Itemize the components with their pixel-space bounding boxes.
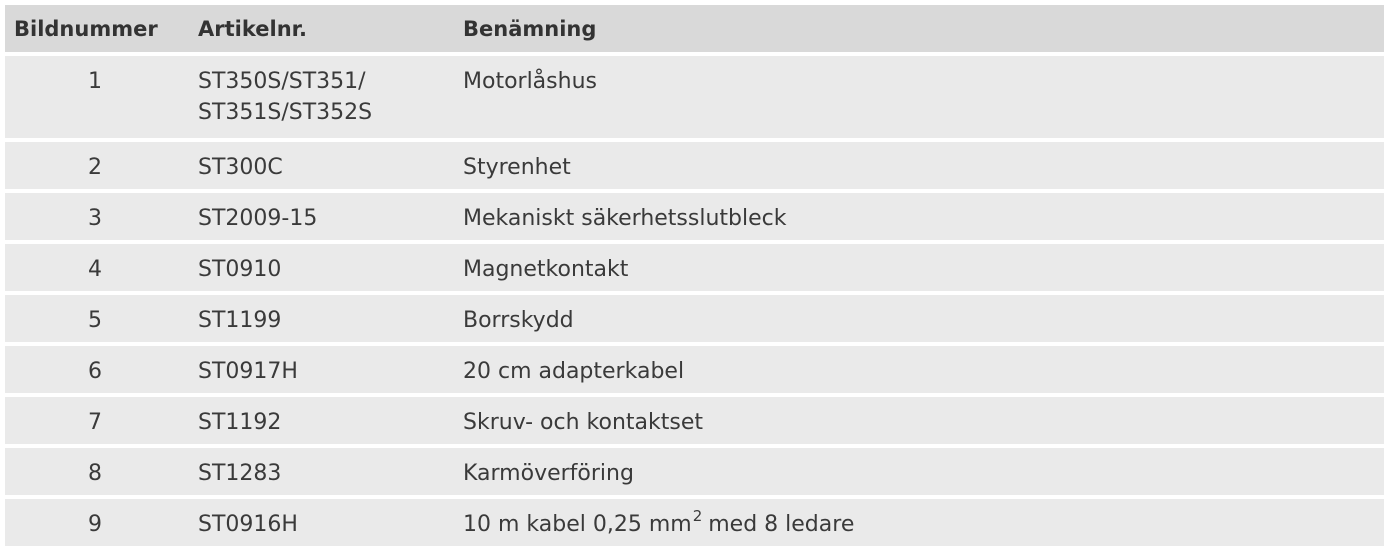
row-number: 3 (88, 206, 102, 231)
row-number: 8 (88, 461, 102, 486)
row-name (463, 506, 1363, 540)
parts-table (5, 5, 1384, 550)
row-number: 9 (88, 512, 102, 537)
row-name-text-after: med 8 ledare (708, 512, 855, 537)
row-name: Mekaniskt säkerhetsslutbleck (463, 206, 787, 231)
row-name: 20 cm adapterkabel (463, 359, 685, 384)
row-number: 1 (88, 69, 102, 94)
row-name: Motorlåshus (463, 69, 597, 94)
row-article: ST1199 (198, 308, 282, 333)
row-name: Karmöverföring (463, 461, 634, 486)
row-number: 7 (88, 410, 102, 435)
table-row (5, 244, 1384, 291)
row-article: ST300C (198, 155, 283, 180)
row-number: 2 (88, 155, 102, 180)
row-article (198, 66, 448, 128)
row-article-line1: ST350S/ST351/ (198, 69, 366, 94)
table-header-row (5, 5, 1384, 52)
row-article: ST1192 (198, 410, 282, 435)
table-row (5, 193, 1384, 240)
row-article: ST2009-15 (198, 206, 318, 231)
row-name: Styrenhet (463, 155, 571, 180)
row-name-superscript: 2 (692, 506, 703, 525)
table-row (5, 142, 1384, 189)
row-name: Skruv- och kontaktset (463, 410, 704, 435)
row-number: 4 (88, 257, 102, 282)
row-article: ST1283 (198, 461, 282, 486)
row-number: 6 (88, 359, 102, 384)
table-row (5, 448, 1384, 495)
row-article: ST0910 (198, 257, 282, 282)
row-article: ST0917H (198, 359, 298, 384)
row-number: 5 (88, 308, 102, 333)
table-row (5, 295, 1384, 342)
row-name-text: 10 m kabel 0,25 mm (463, 512, 692, 537)
table-row (5, 346, 1384, 393)
header-artikelnr: Artikelnr. (198, 17, 307, 41)
table-row (5, 397, 1384, 444)
header-benamning: Benämning (463, 17, 597, 41)
row-name: Magnetkontakt (463, 257, 629, 282)
header-bildnummer: Bildnummer (14, 17, 158, 41)
table-row (5, 56, 1384, 138)
row-article-line2: ST351S/ST352S (198, 100, 373, 125)
row-article: ST0916H (198, 512, 298, 537)
row-name: Borrskydd (463, 308, 574, 333)
table-row (5, 499, 1384, 546)
